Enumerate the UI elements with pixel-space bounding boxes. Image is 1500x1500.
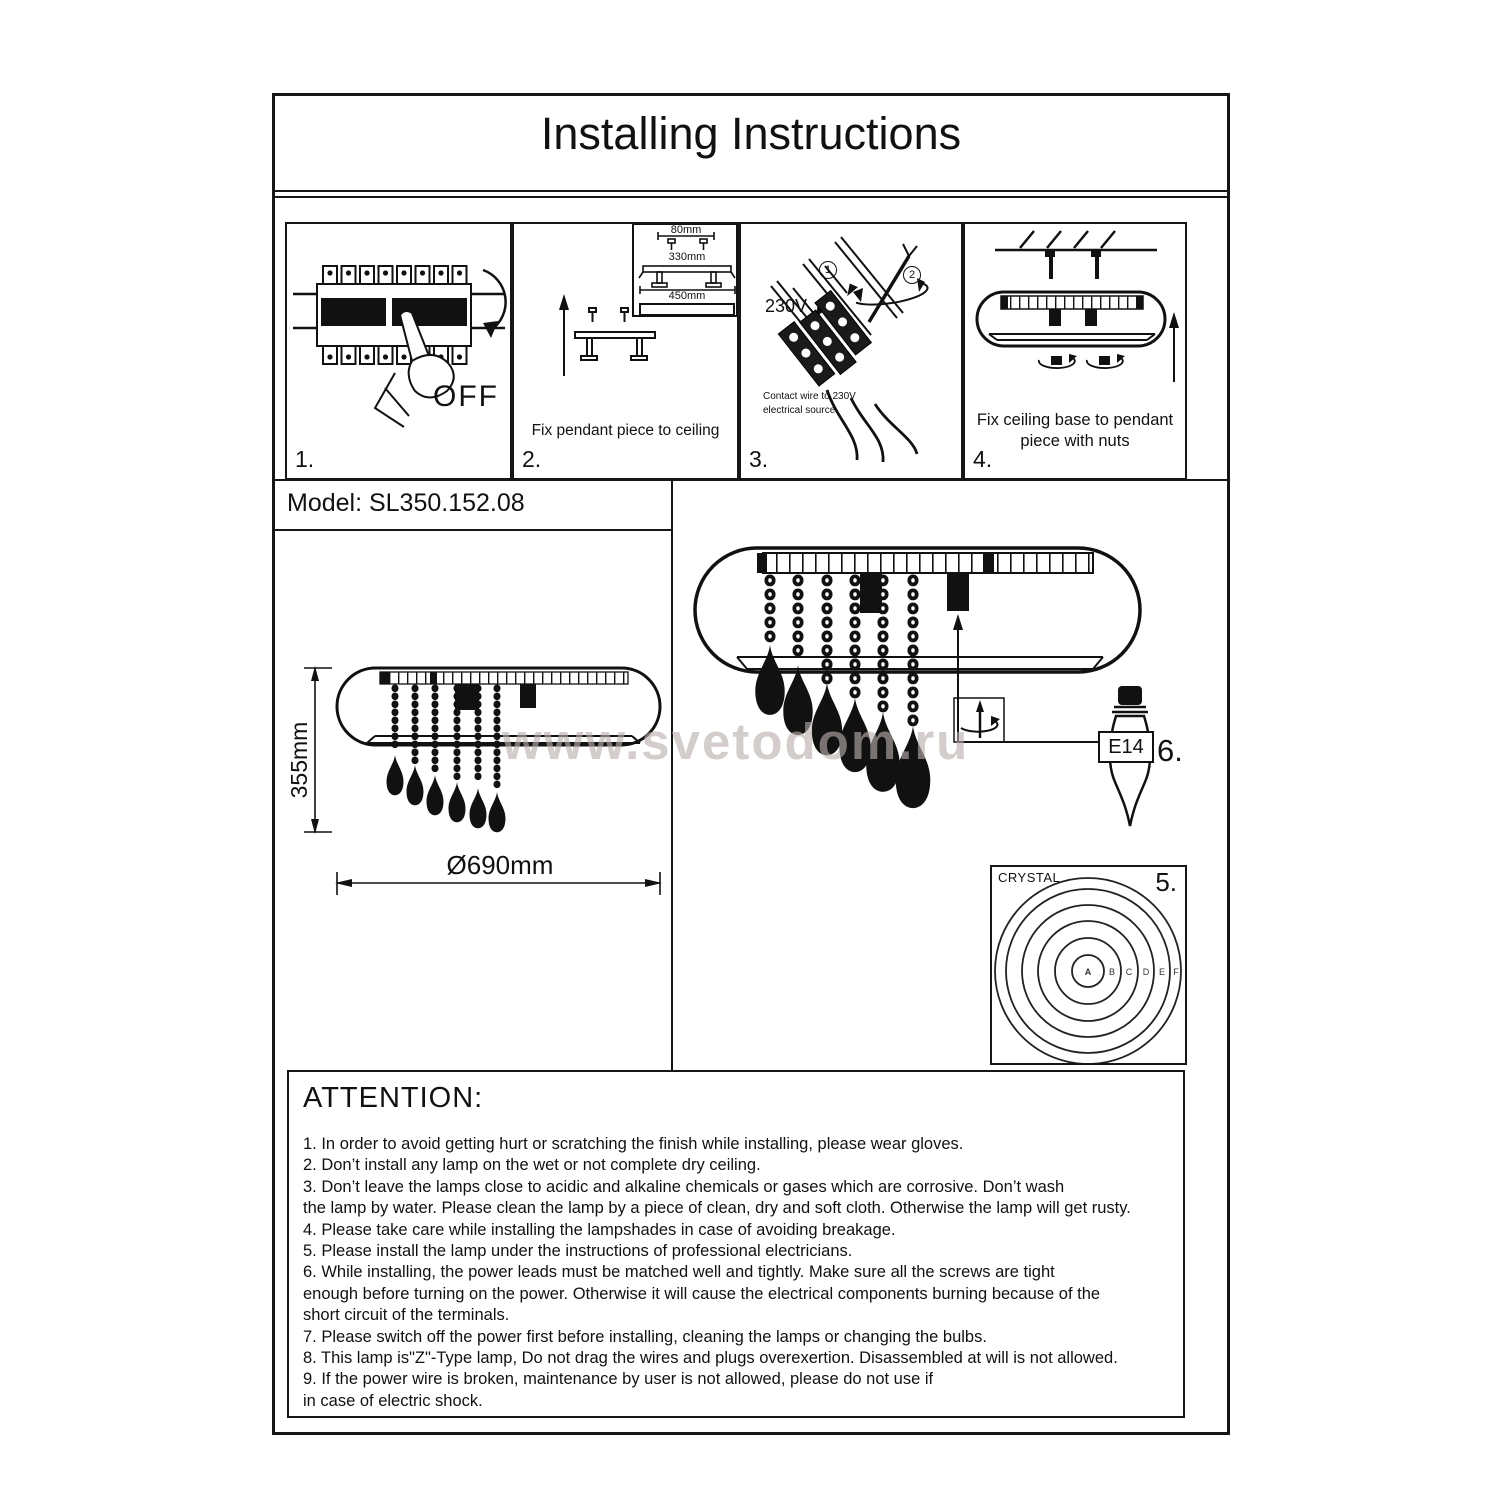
- attention-line: 9. If the power wire is broken, maintenance by user is not allowed, please do not use if: [303, 1370, 934, 1389]
- step-caption-line2: electrical source: [763, 405, 836, 416]
- attention-line: 3. Don’t leave the lamps close to acidic and alkaline chemicals or gases which are corrosive. Don’t wash: [303, 1177, 1065, 1196]
- crystal-size-b: B: [1108, 967, 1116, 977]
- off-label: OFF: [433, 380, 499, 413]
- model-cell-underline: [272, 529, 671, 531]
- attention-list: [303, 1134, 1177, 1412]
- attention-line: enough before turning on the power. Otherwise it will cause the electrical components burning because of the: [303, 1284, 1101, 1303]
- attention-line: in case of electric shock.: [303, 1391, 483, 1410]
- crystal-drop-icons: [387, 755, 506, 832]
- crystal-size-f: F: [1173, 967, 1179, 977]
- crystal-size-c: C: [1125, 967, 1133, 977]
- bulb-step-number: 6.: [1157, 733, 1183, 768]
- rotate-down-arrow-icon: [483, 270, 506, 330]
- e14-bulb-icon: [1085, 678, 1205, 848]
- rotate-socket-icon: [954, 698, 1004, 742]
- step-number: 1.: [295, 446, 315, 472]
- attention-line: 8. This lamp is"Z"-Type lamp, Do not drag the wires and plugs overexertion. Disassembled at will is not allowed.: [303, 1349, 1118, 1368]
- step-caption-line1: Fix ceiling base to pendant: [976, 411, 1174, 429]
- dim-450mm: 450mm: [668, 290, 706, 302]
- step-panel-4: [963, 222, 1187, 480]
- wiring-230v-drawing: [741, 224, 961, 478]
- nut-icon: [1039, 354, 1125, 368]
- attention-line: 4. Please take care while installing the lampshades in case of avoiding breakage.: [303, 1220, 896, 1239]
- step-panel-1: [285, 222, 512, 480]
- step-caption-line1: Contact wire to 230V: [763, 391, 856, 402]
- step-panel-3: [739, 222, 963, 480]
- step-number: 4.: [973, 446, 993, 472]
- step-number: 2.: [522, 446, 542, 472]
- attention-line: 7. Please switch off the power first before installing, cleaning the lamps or changing the bulbs.: [303, 1327, 987, 1346]
- width-dim-label: Ø690mm: [446, 850, 554, 880]
- crystal-size-a: A: [1084, 967, 1092, 977]
- crystal-size-e: E: [1158, 967, 1166, 977]
- step-panel-2: [512, 222, 739, 480]
- attention-line: 2. Don’t install any lamp on the wet or not complete dry ceiling.: [303, 1156, 761, 1175]
- page-title: Installing Instructions: [540, 108, 962, 159]
- attention-line: the lamp by water. Please clean the lamp by a piece of clean, dry and soft cloth. Otherwise the lamp will get rusty.: [303, 1199, 1131, 1218]
- dim-80mm: 80mm: [670, 224, 702, 236]
- crystal-panel: [990, 865, 1187, 1065]
- attention-heading: ATTENTION:: [303, 1082, 484, 1114]
- attention-line: 1. In order to avoid getting hurt or scratching the finish while installing, please wear gloves.: [303, 1135, 964, 1153]
- marker-1: 1: [819, 261, 837, 279]
- attention-line: 5. Please install the lamp under the instructions of professional electricians.: [303, 1242, 853, 1261]
- height-dim-label: 355mm: [286, 721, 312, 799]
- watermark: www.svetodom.ru: [502, 713, 970, 770]
- crystal-title: CRYSTAL: [998, 870, 1061, 885]
- crystal-size-d: D: [1142, 967, 1150, 977]
- marker-2: 2: [903, 266, 921, 284]
- step-number: 3.: [749, 446, 769, 472]
- attention-box: [287, 1070, 1185, 1418]
- bulb-type-label: E14: [1098, 731, 1154, 763]
- attention-line: short circuit of the terminals.: [303, 1306, 510, 1325]
- step-caption-line2: piece with nuts: [1020, 432, 1130, 450]
- circuit-breaker-off-drawing: [287, 224, 510, 478]
- section-divider-horizontal: [272, 479, 1227, 481]
- attention-line: 6. While installing, the power leads must be matched well and tightly. Make sure all the screws are tight: [303, 1263, 1055, 1282]
- dim-330mm: 330mm: [668, 251, 706, 263]
- voltage-label: 230V: [765, 296, 808, 316]
- title-divider: [275, 190, 1227, 198]
- model-label: Model: SL350.152.08: [287, 489, 525, 517]
- step-caption: Fix pendant piece to ceiling: [531, 422, 720, 439]
- crystal-step-number: 5.: [1155, 867, 1177, 897]
